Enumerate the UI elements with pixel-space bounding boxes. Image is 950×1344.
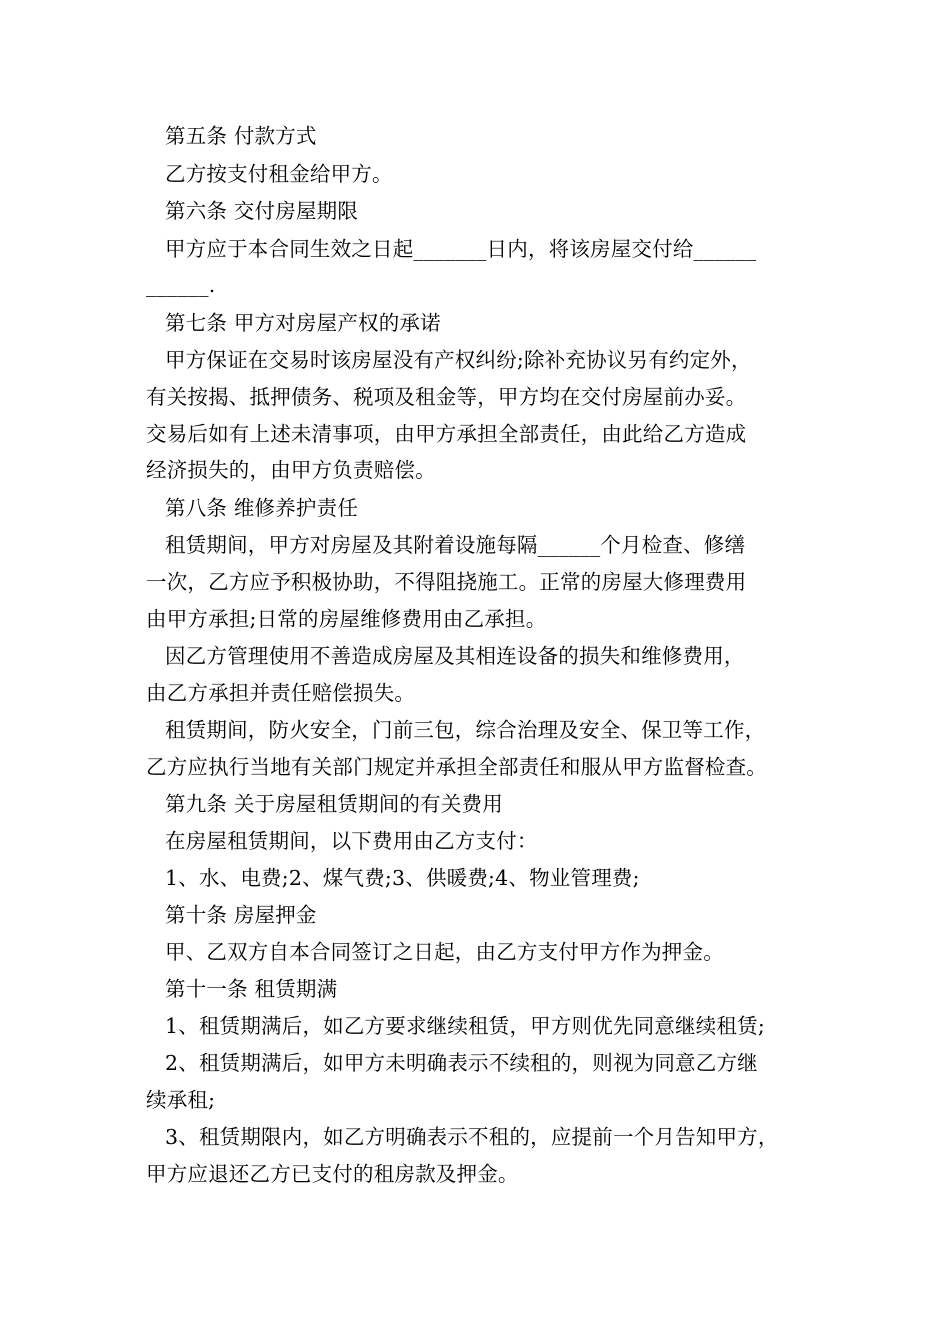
paragraph-line: 一次，乙方应予积极协助，不得阻挠施工。正常的房屋大修理费用 <box>146 570 747 594</box>
paragraph-line: 乙方应执行当地有关部门规定并承担全部责任和服从甲方监督检查。 <box>146 755 767 779</box>
paragraph-line: 有关按揭、抵押债务、税项及租金等，甲方均在交付房屋前办妥。 <box>146 385 747 409</box>
article-5-heading: 第五条 付款方式 <box>165 124 317 148</box>
paragraph-line: 由乙方承担并责任赔偿损失。 <box>146 681 416 705</box>
paragraph-line: ______. <box>146 273 216 297</box>
paragraph-line: 1、水、电费;2、煤气费;3、供暖费;4、物业管理费; <box>165 866 640 890</box>
article-6-heading: 第六条 交付房屋期限 <box>165 199 359 223</box>
paragraph-line: 甲方保证在交易时该房屋没有产权纠纷;除补充协议另有约定外， <box>165 348 752 372</box>
paragraph-line: 乙方按支付租金给甲方。 <box>165 162 393 186</box>
article-7-heading: 第七条 甲方对房屋产权的承诺 <box>165 311 441 335</box>
paragraph-line: 交易后如有上述未清事项，由甲方承担全部责任，由此给乙方造成 <box>146 422 747 446</box>
paragraph-line: 2、租赁期满后，如甲方未明确表示不续租的，则视为同意乙方继 <box>165 1051 758 1075</box>
paragraph-line: 由甲方承担;日常的房屋维修费用由乙承担。 <box>146 607 547 631</box>
paragraph-line: 甲方应于本合同生效之日起_______日内，将该房屋交付给______ <box>165 237 757 261</box>
paragraph-line: 因乙方管理使用不善造成房屋及其相连设备的损失和维修费用， <box>165 644 745 668</box>
paragraph-line: 经济损失的，由甲方负责赔偿。 <box>146 458 436 482</box>
paragraph-line: 1、租赁期满后，如乙方要求继续租赁，甲方则优先同意继续租赁; <box>165 1014 765 1038</box>
paragraph-line: 在房屋租赁期间，以下费用由乙方支付： <box>165 829 538 853</box>
article-11-heading: 第十一条 租赁期满 <box>165 977 338 1001</box>
article-9-heading: 第九条 关于房屋租赁期间的有关费用 <box>165 792 503 816</box>
paragraph-line: 3、租赁期限内，如乙方明确表示不租的，应提前一个月告知甲方， <box>165 1125 779 1149</box>
paragraph-line: 甲、乙双方自本合同签订之日起，由乙方支付甲方作为押金。 <box>165 940 724 964</box>
paragraph-line: 续承租; <box>146 1088 216 1112</box>
paragraph-line: 甲方应退还乙方已支付的租房款及押金。 <box>146 1162 519 1186</box>
article-8-heading: 第八条 维修养护责任 <box>165 496 359 520</box>
paragraph-line: 租赁期间，甲方对房屋及其附着设施每隔______个月检查、修缮 <box>165 533 746 557</box>
article-10-heading: 第十条 房屋押金 <box>165 903 317 927</box>
paragraph-line: 租赁期间，防火安全，门前三包，综合治理及安全、保卫等工作， <box>165 718 766 742</box>
